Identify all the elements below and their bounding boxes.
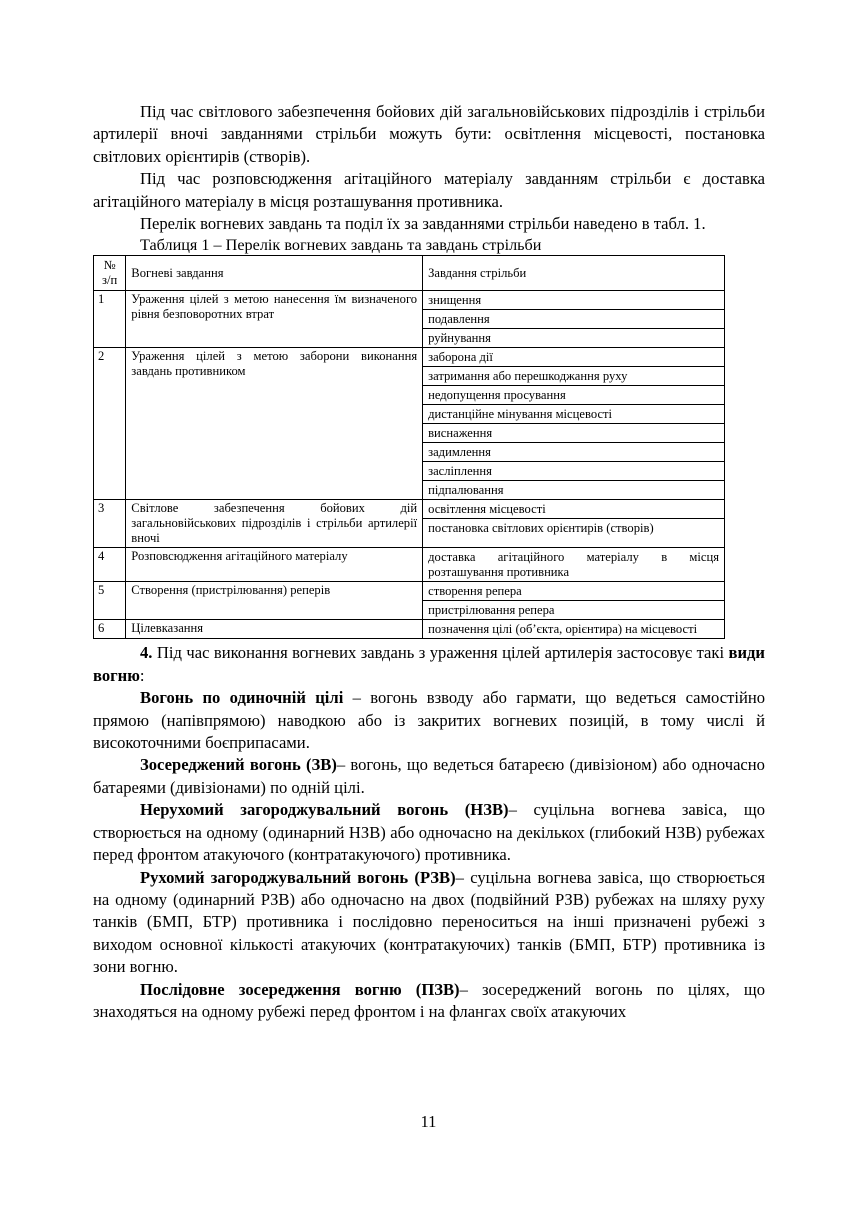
row-fire-task: Цілевказання xyxy=(126,620,423,639)
shooting-task-item: пристрілювання репера xyxy=(428,603,555,618)
header-task: Вогневі завдання xyxy=(126,256,423,291)
row-fire-task: Ураження цілей з метою заборони виконання завдань противником xyxy=(126,348,423,500)
page-number: 11 xyxy=(420,1112,437,1131)
definition-term: Нерухомий загороджувальний вогонь (НЗВ) xyxy=(140,800,509,820)
table-row xyxy=(94,582,725,620)
definition-text: – зосереджений вогонь по цілях, що знаходяться на одному рубежі перед фронтом і на флангах своїх атакуючих xyxy=(93,979,765,1021)
document-page xyxy=(93,101,765,1023)
header-num: № з/п xyxy=(94,256,126,291)
row-number: 6 xyxy=(94,620,126,639)
row-shooting-tasks xyxy=(423,620,725,639)
definition-text: – вогонь, що ведеться батареєю (дивізіоном) або одночасно батареями (дивізіонами) по одній цілі. xyxy=(93,755,765,797)
row-fire-task: Світлове забезпечення бойових дій загальновійськових підрозділів і стрільби артилерії вночі xyxy=(126,500,423,548)
table-row xyxy=(94,291,725,348)
shooting-task-item: виснаження xyxy=(423,424,724,443)
definitions-list xyxy=(93,687,765,1023)
shooting-task-item: руйнування xyxy=(428,331,491,346)
section-intro: Під час виконання вогневих завдань з ураження цілей артилерія застосовує такі xyxy=(152,643,729,663)
row-fire-task: Розповсюдження агітаційного матеріалу xyxy=(126,548,423,582)
row-shooting-tasks xyxy=(423,548,725,582)
row-shooting-tasks xyxy=(423,500,725,548)
row-number: 4 xyxy=(94,548,126,582)
row-number: 2 xyxy=(94,348,126,500)
row-shooting-tasks xyxy=(423,348,725,500)
section-intro-bold: види вогню xyxy=(93,643,765,685)
row-fire-task: Ураження цілей з метою нанесення їм визначеного рівня безповоротних втрат xyxy=(126,291,423,348)
shooting-task-item: дистанційне мінування місцевості xyxy=(423,405,724,424)
definition-paragraph xyxy=(93,754,765,799)
row-shooting-tasks xyxy=(423,582,725,620)
table-body xyxy=(94,291,725,639)
table-row xyxy=(94,500,725,548)
row-number: 1 xyxy=(94,291,126,348)
definition-paragraph xyxy=(93,979,765,1024)
fire-tasks-table xyxy=(93,255,725,639)
paragraph-2: Під час розповсюдження агітаційного матеріалу завданням стрільби є доставка агітаційного матеріалу в місця розташування противника. xyxy=(93,169,765,211)
row-fire-task: Створення (пристрілювання) реперів xyxy=(126,582,423,620)
definition-term: Послідовне зосередження вогню (ПЗВ) xyxy=(140,979,460,999)
definition-text: – вогонь взводу або гармати, що ведеться самостійно прямою (напівпрямою) наводкою або із закритих вогневих позицій, в тому числі й високоточними боєприпасами. xyxy=(93,688,765,753)
shooting-task-item: доставка агітаційного матеріалу в місця розташування противника xyxy=(428,550,719,580)
definition-paragraph xyxy=(93,799,765,866)
shooting-task-item: позначення цілі (об’єкта, орієнтира) на місцевості xyxy=(428,622,698,637)
table-caption: Таблиця 1 – Перелік вогневих завдань та завдань стрільби xyxy=(140,236,542,255)
shooting-task-item: затримання або перешкоджання руху xyxy=(423,367,724,386)
section-number: 4. xyxy=(140,643,153,663)
definition-term: Вогонь по одиночній цілі xyxy=(140,688,344,708)
definition-paragraph xyxy=(93,687,765,754)
table-row xyxy=(94,348,725,500)
definition-paragraph xyxy=(93,867,765,979)
definition-term: Рухомий загороджувальний вогонь (РЗВ) xyxy=(140,867,456,887)
shooting-task-item: підпалювання xyxy=(428,483,504,498)
table-row xyxy=(94,620,725,639)
shooting-task-item: засліплення xyxy=(423,462,724,481)
paragraph-1: Під час світлового забезпечення бойових дій загальновійськових підрозділів і стрільби артилерії вночі завданнями стрільби можуть бути: освітлення місцевості, постановка світлових орієнтирів (створів). xyxy=(93,102,765,166)
shooting-task-item: знищення xyxy=(423,291,724,310)
definition-text: – суцільна вогнева завіса, що створюється на одному (одинарний РЗВ) або одночасно на двох (подвійний РЗВ) рубежах на шляху руху танків (БМП, БТР) противника і послідовно переноситься на інші призначені рубежі з виходом основної кількості атакуючих (контратакуючих) танків (БМП, БТР) противника із зони вогню. xyxy=(93,867,766,977)
definition-text: – суцільна вогнева завіса, що створюється на одному (одинарний НЗВ) або одночасно на декількох (глибокий НЗВ) рубежах перед фронтом атакуючого (контратакуючого) противника. xyxy=(93,800,765,865)
shooting-task-item: подавлення xyxy=(423,310,724,329)
definition-term: Зосереджений вогонь (ЗВ) xyxy=(140,755,337,775)
shooting-task-item: створення репера xyxy=(423,582,724,601)
row-shooting-tasks xyxy=(423,291,725,348)
table-row xyxy=(94,548,725,582)
shooting-task-item: заборона дії xyxy=(423,348,724,367)
shooting-task-item: постановка світлових орієнтирів (створів) xyxy=(428,521,654,536)
table-header-row xyxy=(94,256,725,291)
shooting-task-item: недопущення просування xyxy=(423,386,724,405)
paragraph-3: Перелік вогневих завдань та поділ їх за завданнями стрільби наведено в табл. 1. xyxy=(140,214,706,234)
header-shooting: Завдання стрільби xyxy=(423,256,725,291)
section-4-paragraph: 4. Під час виконання вогневих завдань з ураження цілей артилерія застосовує такі види вогню: xyxy=(93,643,765,685)
shooting-task-item: задимлення xyxy=(423,443,724,462)
shooting-task-item: освітлення місцевості xyxy=(423,500,724,519)
row-number: 3 xyxy=(94,500,126,548)
row-number: 5 xyxy=(94,582,126,620)
